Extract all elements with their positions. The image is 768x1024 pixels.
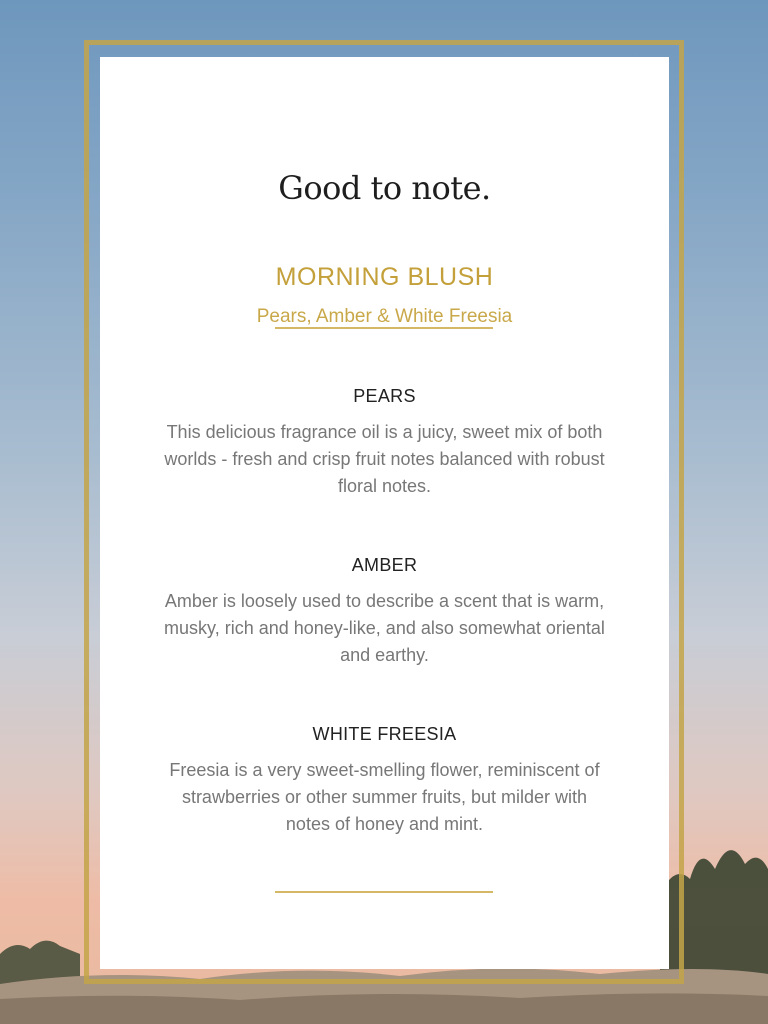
note-body-pears: This delicious fragrance oil is a juicy, sweet mix of both worlds - fresh and crisp fruit notes balanced with robust floral notes.	[164, 422, 605, 496]
bottom-divider	[275, 891, 493, 893]
top-divider	[275, 327, 493, 329]
product-name: MORNING BLUSH	[275, 263, 494, 291]
note-title-amber: AMBER	[351, 555, 418, 575]
note-title-pears: PEARS	[353, 386, 416, 406]
note-body-amber: Amber is loosely used to describe a scent that is warm, musky, rich and honey-like, and also somewhat oriental and earthy.	[164, 591, 605, 665]
page-title: Good to note.	[278, 169, 491, 207]
product-subtitle: Pears, Amber & White Freesia	[256, 306, 513, 327]
note-body-white-freesia: Freesia is a very sweet-smelling flower, reminiscent of strawberries or other summer fruits, but milder with notes of honey and mint.	[169, 760, 600, 834]
scent-notes-card	[100, 57, 669, 969]
note-title-white-freesia: WHITE FREESIA	[312, 724, 457, 744]
